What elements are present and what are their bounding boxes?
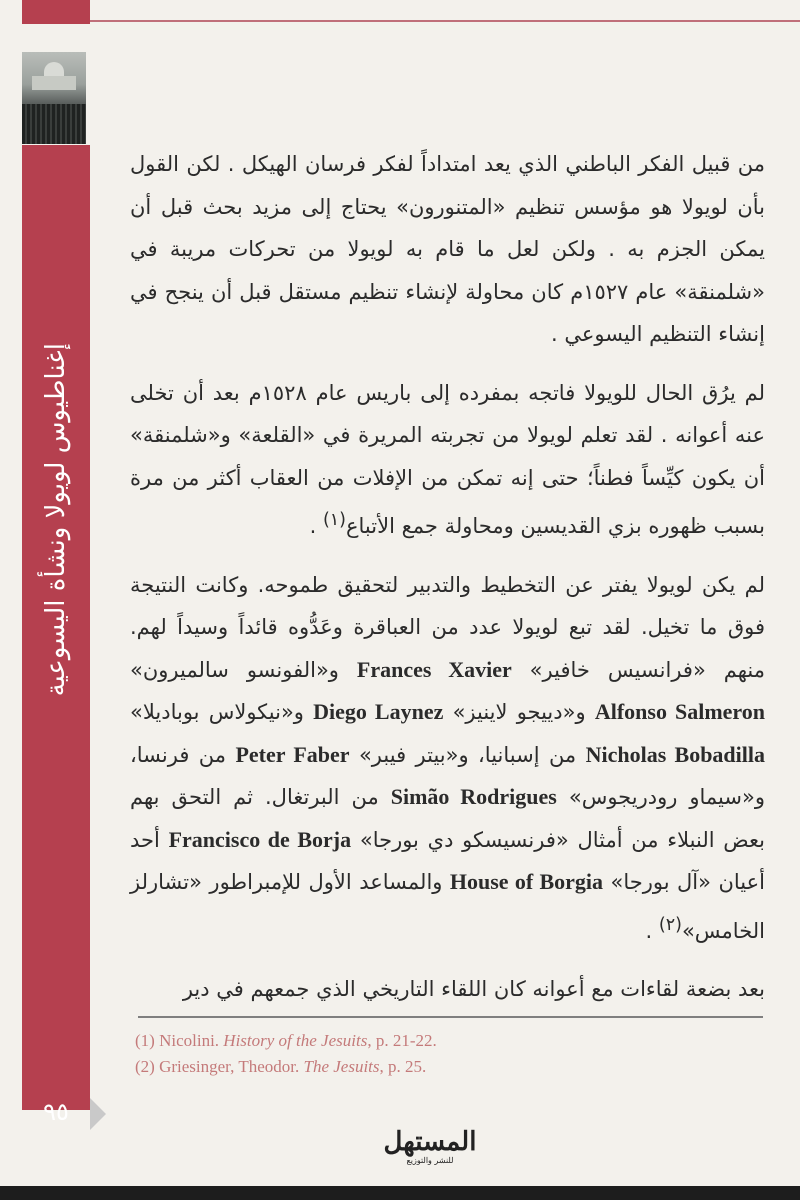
paragraph-4: بعد بضعة لقاءات مع أعوانه كان اللقاء التاريخي الذي جمعهم في دير	[182, 977, 765, 1001]
footnote-2	[135, 1054, 755, 1080]
footnote-1-author: (1) Nicolini.	[135, 1031, 224, 1050]
cover-thumbnail-image	[22, 52, 86, 144]
p3-text-6: من فرنسا، و«سيماو رودريجوس»	[130, 742, 765, 809]
p3-text-5: من إسبانيا، و«بيتر فيبر»	[349, 742, 586, 767]
header-rule	[90, 20, 800, 22]
paragraph-2-text: لم يرُق الحال للويولا فاتجه بمفرده إلى باريس عام ١٥٢٨م بعد أن تخلى عنه أعوانه . لقد تعلم لويولا من تجربته المريرة في «القلعة» و«شلمنقة» أن يكون كيِّساً فطناً؛ حتى إنه تمكن من الإفلات من العقاب أكثر من مرة بسبب ظهوره بزي القديسين ومحاولة جمع الأتباع	[130, 380, 765, 538]
name-peter-faber: Peter Faber	[235, 741, 350, 767]
publisher-logo-sub: للنشر والتوزيع	[406, 1156, 454, 1165]
p3-text-1: لم يكن لويولا يفتر عن التخطيط والتدبير لتحقيق طموحه. وكانت النتيجة فوق ما تخيل. لقد تبع لويولا عدد من العباقرة وعَدُّوه قائداً وسيداً لهم. منهم «فرانسيس خافير»	[130, 572, 766, 682]
paragraph-3	[130, 564, 765, 953]
p3-text-4: و«نيكولاس بوباديلا»	[130, 700, 314, 724]
running-title	[32, 160, 80, 880]
p3-text-2: و«الفونسو سالميرون»	[130, 657, 357, 682]
paragraph-2	[130, 372, 765, 548]
name-francisco-de-borja: Francisco de Borja	[168, 826, 352, 852]
name-simao-rodrigues: Simão Rodrigues	[390, 784, 557, 809]
header-color-block	[22, 0, 90, 24]
footnote-2-title: The Jesuits	[303, 1057, 380, 1076]
name-nicholas-bobadilla: Nicholas Bobadilla	[585, 741, 765, 767]
publisher-logo	[383, 1124, 477, 1170]
p3-text-8: أحد أعيان «آل بورجا»	[130, 827, 765, 894]
p3-text-7: من البرتغال. ثم التحق بهم بعض النبلاء من أمثال «فرنسيسكو دي بورجا»	[130, 785, 765, 852]
body-text	[130, 143, 765, 1011]
thumbnail-crowd	[22, 104, 86, 144]
name-alfonso-salmeron: Alfonso Salmeron	[594, 699, 766, 724]
footnotes	[135, 1028, 755, 1080]
running-title-text: إغناطيوس لويولا ونشأة اليسوعية	[41, 343, 71, 697]
footnote-ref-2: (٢)	[658, 914, 682, 935]
paragraph-2-end: .	[309, 514, 323, 538]
footnote-ref-1: (١)	[322, 510, 346, 530]
page-number: ٩٥	[43, 1098, 69, 1126]
footnote-1	[135, 1028, 755, 1054]
name-house-of-borgia: House of Borgia	[449, 869, 604, 894]
footnote-1-pages: , p. 21-22.	[367, 1031, 437, 1050]
footnote-2-author: (2) Griesinger, Theodor.	[135, 1057, 304, 1076]
bottom-edge-bar	[0, 1186, 800, 1200]
thumbnail-facade	[32, 76, 76, 90]
paragraph-3-end: .	[645, 918, 659, 943]
footnote-1-title: History of the Jesuits	[223, 1031, 368, 1050]
name-diego-laynez: Diego Laynez	[313, 699, 444, 724]
name-frances-xavier: Frances Xavier	[356, 656, 512, 682]
publisher-logo-main: المستهل	[383, 1127, 477, 1157]
footnote-2-pages: , p. 25.	[379, 1057, 427, 1076]
thumbnail-dome	[44, 62, 64, 76]
paragraph-1: من قبيل الفكر الباطني الذي يعد امتداداً لفكر فرسان الهيكل . لكن القول بأن لويولا هو مؤسس تنظيم «المتنورون» يحتاج إلى مزيد بحث قبل أن يمكن الجزم به . ولكن لعل ما قام به لويولا من تحركات مريبة في «شلمنقة» عام ١٥٢٧م كان محاولة لإنشاء تنظيم مستقل قبل أن ينجح في إنشاء التنظيم اليسوعي .	[130, 152, 765, 346]
p3-text-3: و«دييجو لاينيز»	[443, 700, 595, 724]
footnote-divider	[138, 1016, 763, 1018]
page-arrow-icon	[90, 1098, 106, 1130]
p3-text-9: والمساعد الأول للإمبراطور «تشارلز الخامس»	[130, 870, 765, 943]
